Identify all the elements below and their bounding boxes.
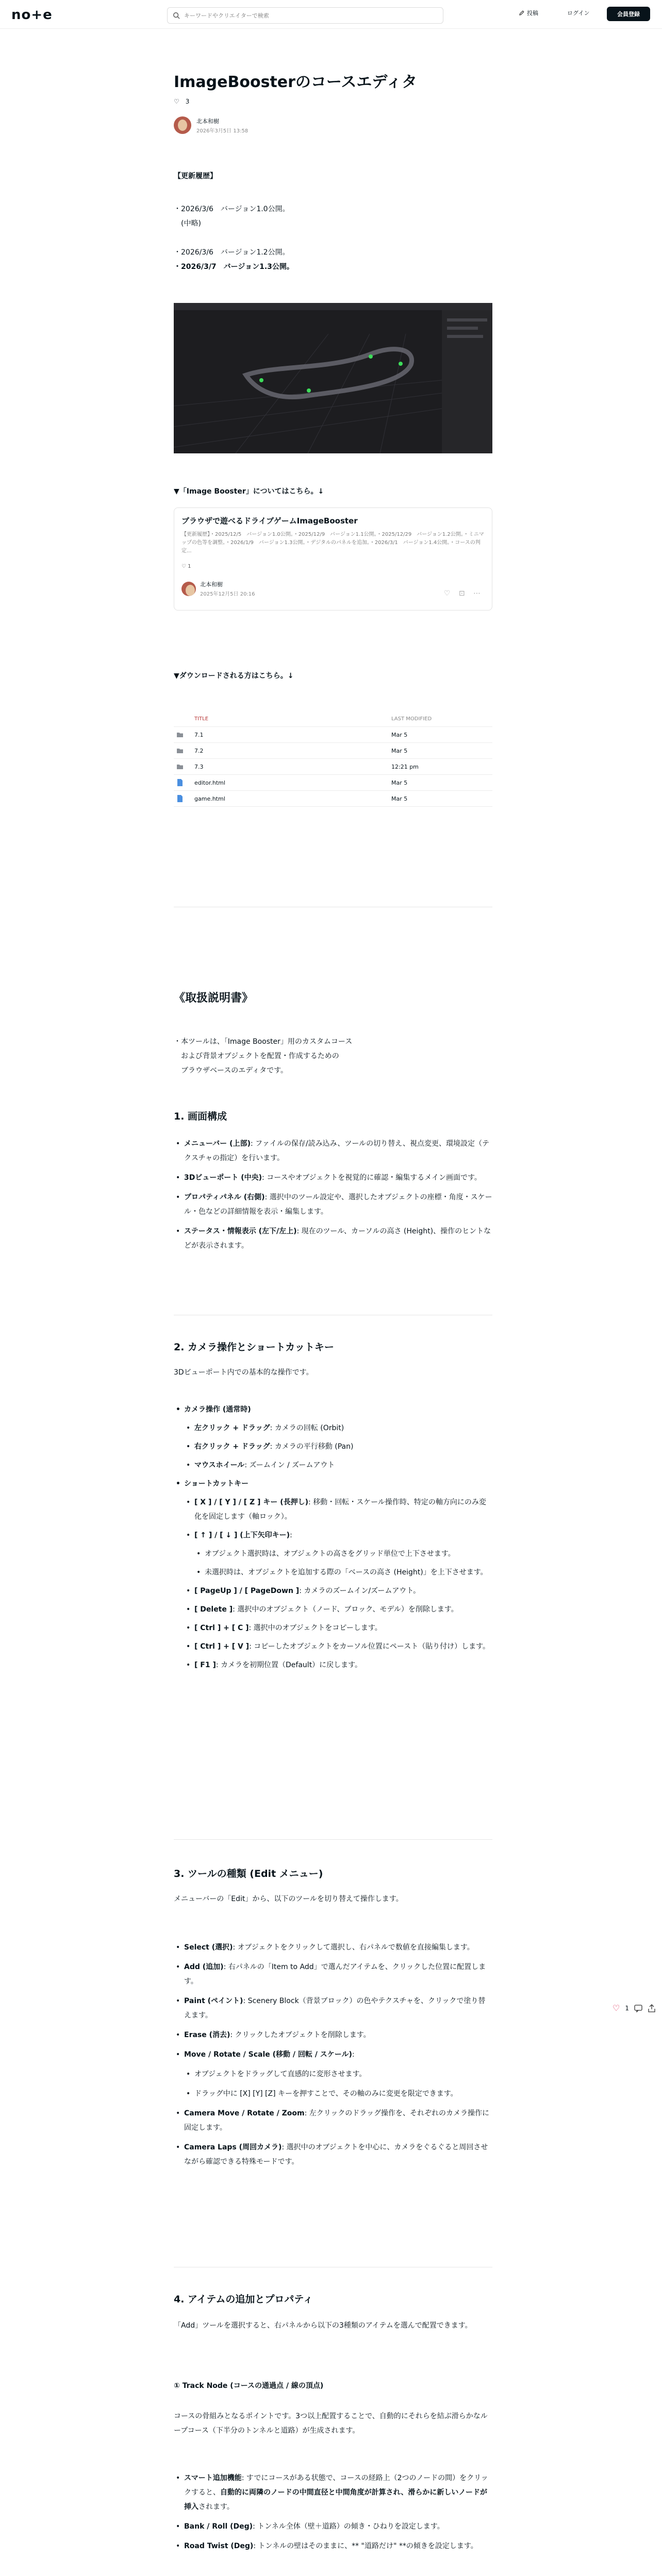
changelog-line: (中略) [174, 219, 201, 228]
file-modified: Mar 5 [391, 731, 408, 738]
section-title: 3. ツールの種類 (Edit メニュー) [174, 1868, 323, 1879]
desc: : カメラを初期位置（Default）に戻します。 [216, 1661, 362, 1669]
file-row[interactable] [174, 759, 492, 775]
avatar [181, 582, 196, 596]
embed-card[interactable] [174, 507, 492, 611]
embed-title[interactable]: ブラウザで遊べるドライブゲームImageBooster [181, 516, 358, 526]
intro-line: ・本ツールは、「Image Booster」用のカスタムコース [174, 1038, 353, 1046]
term: プロパティパネル (右側) [184, 1193, 265, 1201]
desc: : コースやオブジェクトを視覚的に確認・編集するメイン画面です。 [262, 1174, 482, 1182]
file-row[interactable] [174, 727, 492, 743]
term: 左クリック + ドラッグ [194, 1424, 270, 1432]
file-modified: Mar 5 [391, 747, 408, 754]
term: スマート追加機能 [184, 2474, 242, 2482]
embed-author-name: 北本和樹 [200, 581, 223, 588]
folder-icon [177, 763, 183, 770]
folder-icon [177, 747, 183, 754]
desc: : トンネルの壁はそのままに、** "道路だけ" **の傾きを設定します。 [253, 2542, 478, 2550]
search-box[interactable] [167, 7, 443, 24]
embed-description: 【更新履歴】・2025/12/5 バージョン1.0公開。・2025/12/9 バージョン1.1公開。・2025/12/29 バージョン1.2公開。・ミニマップの色等を調整。・2026/1/9 バージョン1.3公開。・デジタルのパネルを追加。・2026/3/1 バージョン1.4公開。・コースの判定... [181, 532, 484, 554]
desc: オブジェクトをドラッグして直感的に変形させます。 [194, 2070, 367, 2078]
file-row[interactable] [174, 775, 492, 791]
desc: : 選択中のツール設定や、選択したオブジェクトの座標・角度・スケール・色などの詳細情報を表示・編集します。 [184, 1193, 492, 1216]
term: メニューバー (上部) [184, 1140, 251, 1148]
embed-action-icons[interactable]: ♡ ⊡ ⋯ [443, 589, 484, 598]
divider [174, 1839, 492, 1840]
author-block[interactable] [174, 116, 248, 134]
file-modified: Mar 5 [391, 795, 408, 802]
share-icon[interactable] [648, 2004, 656, 2012]
desc: : [352, 2050, 355, 2059]
file-row[interactable] [174, 743, 492, 759]
section-title: 1. 画面構成 [174, 1111, 227, 1122]
term: Add (追加) [184, 1963, 224, 1971]
side-like-count: 1 [625, 2004, 629, 2012]
file-table-header [174, 711, 492, 727]
signup-button[interactable]: 会員登録 [607, 7, 650, 21]
desc: 未選択時は、オブジェクトを追加する際の「ベースの高さ (Height)」を上下させます。 [205, 1568, 488, 1577]
floating-actions [613, 2003, 656, 2013]
avatar[interactable] [174, 116, 191, 134]
term: Paint (ペイント) [184, 1997, 243, 2005]
desc: : 現在のツール、カーソルの高さ (Height)、操作のヒントなどが表示されます。 [184, 1227, 491, 1250]
document-icon [177, 779, 183, 786]
like-button[interactable]: ♡ [613, 2003, 620, 2013]
term: Erase (消去) [184, 2031, 230, 2039]
changelog-line: ・2026/3/7 バージョン1.3公開。 [174, 263, 294, 271]
desc: : ファイルの保存/読み込み、ツールの切り替え、視点変更、環境設定（テクスチャの指定）を行います。 [184, 1140, 489, 1162]
desc: ドラッグ中に [X] [Y] [Z] キーを押すことで、その軸のみに変更を限定できます。 [194, 2090, 458, 2098]
like-row [174, 98, 189, 105]
subsection-title: ① Track Node (コースの通過点 / 線の頂点) [174, 2382, 324, 2390]
section-intro: メニューバーの「Edit」から、以下のツールを切り替えて操作します。 [174, 1895, 403, 1903]
section-2-list [174, 1402, 492, 1672]
desc: : ズームイン / ズームアウト [244, 1461, 335, 1469]
changelog-line: ・2026/3/6 バージョン1.2公開。 [174, 248, 290, 257]
key: [ PageUp ] / [ PageDown ] [194, 1587, 300, 1595]
changelog-title: 【更新履歴】 [174, 172, 217, 180]
post-label: 投稿 [527, 10, 538, 16]
desc: : 選択中のオブジェクト（ノード、ブロック、モデル）を削除します。 [233, 1605, 458, 1614]
download-line: ▼ダウンロードされる方はこちら。↓ [174, 672, 294, 680]
embed-author[interactable] [181, 580, 255, 597]
file-name[interactable]: game.html [194, 795, 225, 802]
col-title[interactable]: TITLE [194, 716, 209, 722]
section-intro: 3Dビューポート内での基本的な操作です。 [174, 1368, 313, 1377]
post-date: 2026年3月5日 13:58 [196, 128, 249, 134]
section-title: 2. カメラ操作とショートカットキー [174, 1342, 334, 1353]
file-modified: Mar 5 [391, 779, 408, 786]
shortcut-title: • ショートカットキー [174, 1477, 492, 1491]
login-link[interactable]: ログイン [567, 10, 590, 16]
desc: されます。 [198, 2503, 234, 2511]
key: [ Ctrl ] + [ V ] [194, 1642, 250, 1651]
embed-date: 2025年12月5日 20:16 [200, 591, 255, 597]
file-modified: 12:21 pm [391, 763, 419, 770]
term: Select (選択) [184, 1943, 233, 1952]
key: [ Ctrl ] + [ C ] [194, 1624, 249, 1632]
track-node-list [174, 2471, 492, 2553]
intro-line: ブラウザベースのエディタです。 [174, 1066, 288, 1075]
top-bar [0, 0, 662, 29]
heart-icon[interactable]: ♡ [174, 98, 179, 105]
author-name[interactable]: 北本和樹 [196, 117, 219, 125]
section-intro: 「Add」ツールを選択すると、右パネルから以下の3種類のアイテムを選んで配置できます。 [174, 2321, 472, 2330]
desc: : [290, 1531, 292, 1539]
pencil-icon [519, 10, 525, 16]
desc: : 選択中のオブジェクトを中心に、カメラをぐるぐると周回させながら確認できる特殊モードです。 [184, 2143, 488, 2166]
file-table [174, 711, 492, 807]
desc: : 左クリックのドラッグ操作を、それぞれのカメラ操作に固定します。 [184, 2109, 489, 2132]
note-logo[interactable]: no+e [11, 7, 53, 23]
subsection-body: コースの骨組みとなるポイントです。3つ以上配置することで、自動的にそれらを結ぶ滑らかなループコース（下半分のトンネルと道路）が生成されます。 [174, 2412, 488, 2435]
camera-title: • カメラ操作 (通常時) [174, 1402, 492, 1417]
col-modified[interactable]: LAST MODIFIED [391, 716, 432, 722]
article-title: ImageBoosterのコースエディタ [174, 73, 418, 91]
file-name[interactable]: 7.2 [194, 747, 204, 754]
term: 3Dビューポート (中央) [184, 1174, 262, 1182]
heart-icon: ♡ [181, 564, 188, 569]
file-name[interactable]: 7.3 [194, 763, 204, 770]
desc: : オブジェクトをクリックして選択し、右パネルで数値を直接編集します。 [233, 1943, 474, 1952]
term: Bank / Roll (Deg) [184, 2522, 253, 2531]
changelog-line: ・2026/3/6 バージョン1.0公開。 [174, 205, 290, 213]
key: [ F1 ] [194, 1661, 216, 1669]
about-line: ▼「Image Booster」についてはこちら。↓ [174, 487, 324, 496]
desc: : クリックしたオブジェクトを削除します。 [230, 2031, 371, 2039]
editor-screenshot[interactable] [174, 303, 492, 453]
search-icon [173, 12, 180, 19]
folder-icon [177, 731, 183, 738]
term: マウスホイール [194, 1461, 245, 1469]
desc: オブジェクト選択時は、オブジェクトの高さをグリッド単位で上下させます。 [205, 1550, 455, 1558]
intro-line: および背景オブジェクトを配置・作成するための [174, 1052, 339, 1060]
key: [ Delete ] [194, 1605, 233, 1614]
key: [ X ] / [ Y ] / [ Z ] キー (長押し) [194, 1498, 308, 1506]
key: [ ↑ ] / [ ↓ ] (上下矢印キー) [194, 1531, 290, 1539]
embed-like[interactable] [181, 564, 191, 569]
file-name[interactable]: editor.html [194, 779, 225, 786]
desc: : カメラの平行移動 (Pan) [270, 1443, 354, 1451]
post-button[interactable] [519, 9, 538, 17]
desc: : カメラのズームイン/ズームアウト。 [299, 1587, 421, 1595]
term: ステータス・情報表示 (左下/左上) [184, 1227, 297, 1235]
desc: : Scenery Block（背景ブロック）の色やテクスチャを、クリックで塗り替えます。 [184, 1997, 486, 2020]
desc: : カメラの回転 (Orbit) [270, 1424, 344, 1432]
section-title: 4. アイテムの追加とプロパティ [174, 2294, 313, 2305]
term: Camera Laps (周回カメラ) [184, 2143, 282, 2151]
comment-icon[interactable] [634, 2004, 642, 2012]
desc: : 選択中のオブジェクトをコピーします。 [249, 1624, 382, 1632]
desc: : すでにコースがある状態で、コースの経路上（2つのノードの間）をクリックすると、 [184, 2474, 488, 2497]
like-count: 3 [185, 98, 190, 105]
desc: : 移動・回転・スケール操作時、特定の軸方向にのみ変化を固定します（軸ロック）。 [194, 1498, 486, 1521]
embed-like-count: 1 [188, 564, 191, 569]
file-row[interactable] [174, 791, 492, 807]
file-name[interactable]: 7.1 [194, 731, 204, 738]
search-input[interactable] [184, 12, 432, 19]
section-1-list [174, 1137, 492, 1253]
manual-title: 《取扱説明書》 [174, 992, 254, 1005]
document-icon [177, 795, 183, 802]
term: Move / Rotate / Scale (移動 / 回転 / スケール) [184, 2050, 352, 2059]
desc: : 右パネルの「Item to Add」で選んだアイテムを、クリックした位置に配置します。 [184, 1963, 486, 1986]
section-3-list [174, 1940, 492, 2169]
desc: : コピーしたオブジェクトをカーソル位置にペースト（貼り付け）します。 [249, 1642, 490, 1651]
term: Road Twist (Deg) [184, 2542, 254, 2550]
desc-bold: 自動的に両隣のノードの中間直径と中間角度が計算され、滑らかに新しいノードが挿入 [184, 2488, 487, 2511]
term: Camera Move / Rotate / Zoom [184, 2109, 305, 2117]
term: 右クリック + ドラッグ [194, 1443, 270, 1451]
desc: : トンネル全体（壁＋道路）の傾き・ひねりを設定します。 [253, 2522, 444, 2531]
